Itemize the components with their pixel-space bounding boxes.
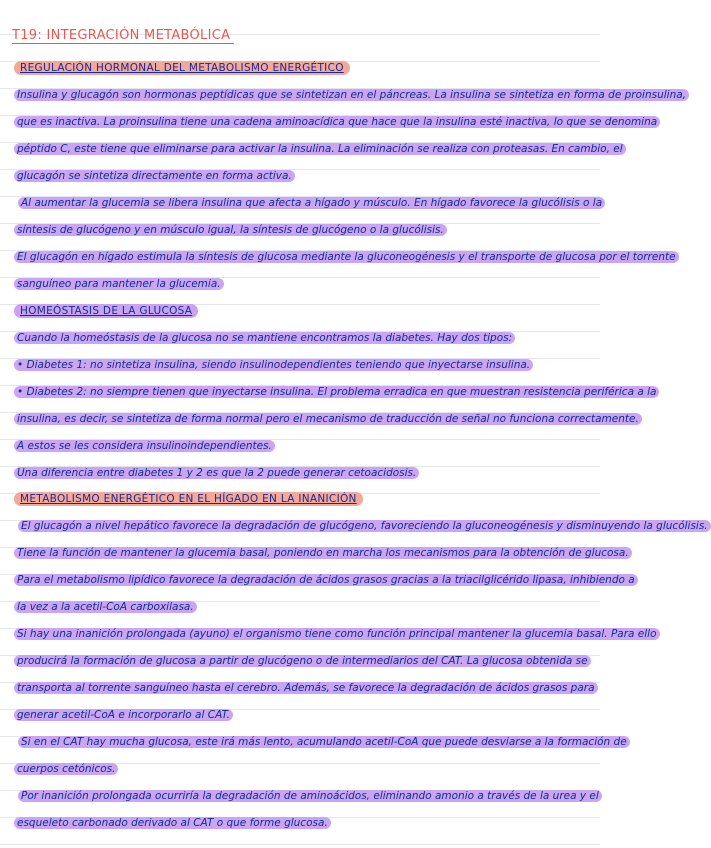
text-line: Una diferencia entre diabetes 1 y 2 es que la 2 puede generar cetoacidosis. [14, 466, 614, 480]
text-line: que es inactiva. La proinsulina tiene una cadena aminoacídica que hace que la insulina esté inactiva, lo que se denomina [14, 115, 614, 129]
text-line: Para el metabolismo lipídico favorece la degradación de ácidos grasos gracias a la triacilglicérido lipasa, inhibiendo a [14, 573, 614, 587]
section-heading-regulacion: REGULACIÓN HORMONAL DEL METABOLISMO ENERGÉTICO [14, 61, 350, 75]
text-line: síntesis de glucógeno y en músculo igual, la síntesis de glucógeno o la glucólisis. [14, 223, 614, 237]
text-line: glucagón se sintetiza directamente en forma activa. [14, 169, 614, 183]
text-line: Cuando la homeóstasis de la glucosa no se mantiene encontramos la diabetes. Hay dos tipos: [14, 331, 614, 345]
text-line: • Diabetes 2: no siempre tienen que inyectarse insulina. El problema erradica en que muestran resistencia periférica a la [14, 385, 614, 399]
text-line: Si hay una inanición prolongada (ayuno) el organismo tiene como función principal mantener la glucemia basal. Para ello [14, 627, 614, 641]
text-line: insulina, es decir, se sintetiza de forma normal pero el mecanismo de traducción de señal no funciona correctamente. [14, 412, 614, 426]
text-line: péptido C, este tiene que eliminarse para activar la insulina. La eliminación se realiza con proteasas. En cambio, el [14, 142, 614, 156]
text-line: Tiene la función de mantener la glucemia basal, poniendo en marcha los mecanismos para la obtención de glucosa. [14, 546, 614, 560]
text-line: El glucagón en hígado estimula la síntesis de glucosa mediante la gluconeogénesis y el transporte de glucosa por el torrente [14, 250, 614, 264]
text-line: cuerpos cetónicos. [14, 762, 614, 776]
text-line: • Diabetes 1: no sintetiza insulina, siendo insulinodependientes teniendo que inyectarse insulina. [14, 358, 614, 372]
page-title: T19: INTEGRACIÓN METABÓLICA [12, 28, 234, 44]
text-line: El glucagón a nivel hepático favorece la degradación de glucógeno, favoreciendo la gluconeogénesis y disminuyendo la glucólisis. [18, 519, 618, 533]
section-heading-inanicion: METABOLISMO ENERGÉTICO EN EL HÍGADO EN LA INANICIÓN [14, 492, 363, 506]
text-line: la vez a la acetil-CoA carboxilasa. [14, 600, 614, 614]
text-line: Al aumentar la glucemia se libera insulina que afecta a hígado y músculo. En hígado favorece la glucólisis o la [18, 196, 618, 210]
text-line: transporta al torrente sanguíneo hasta el cerebro. Además, se favorece la degradación de ácidos grasos para [14, 681, 614, 695]
text-line: Insulina y glucagón son hormonas peptídicas que se sintetizan en el páncreas. La insulina se sintetiza en forma de proinsulina, [14, 88, 614, 102]
text-line: generar acetil-CoA e incorporarlo al CAT. [14, 708, 614, 722]
text-line: Si en el CAT hay mucha glucosa, este irá más lento, acumulando acetil-CoA que puede desviarse a la formación de [18, 735, 618, 749]
text-line: A estos se les considera insulinoindependientes. [14, 439, 614, 453]
text-line: sanguíneo para mantener la glucemia. [14, 277, 614, 291]
text-line: Por inanición prolongada ocurriría la degradación de aminoácidos, eliminando amonio a través de la urea y el [18, 789, 618, 803]
text-line: esqueleto carbonado derivado al CAT o que forme glucosa. [14, 816, 614, 830]
section-heading-homeostasis: HOMEÓSTASIS DE LA GLUCOSA [14, 304, 198, 318]
text-line: producirá la formación de glucosa a partir de glucógeno o de intermediarios del CAT. La glucosa obtenida se [14, 654, 614, 668]
